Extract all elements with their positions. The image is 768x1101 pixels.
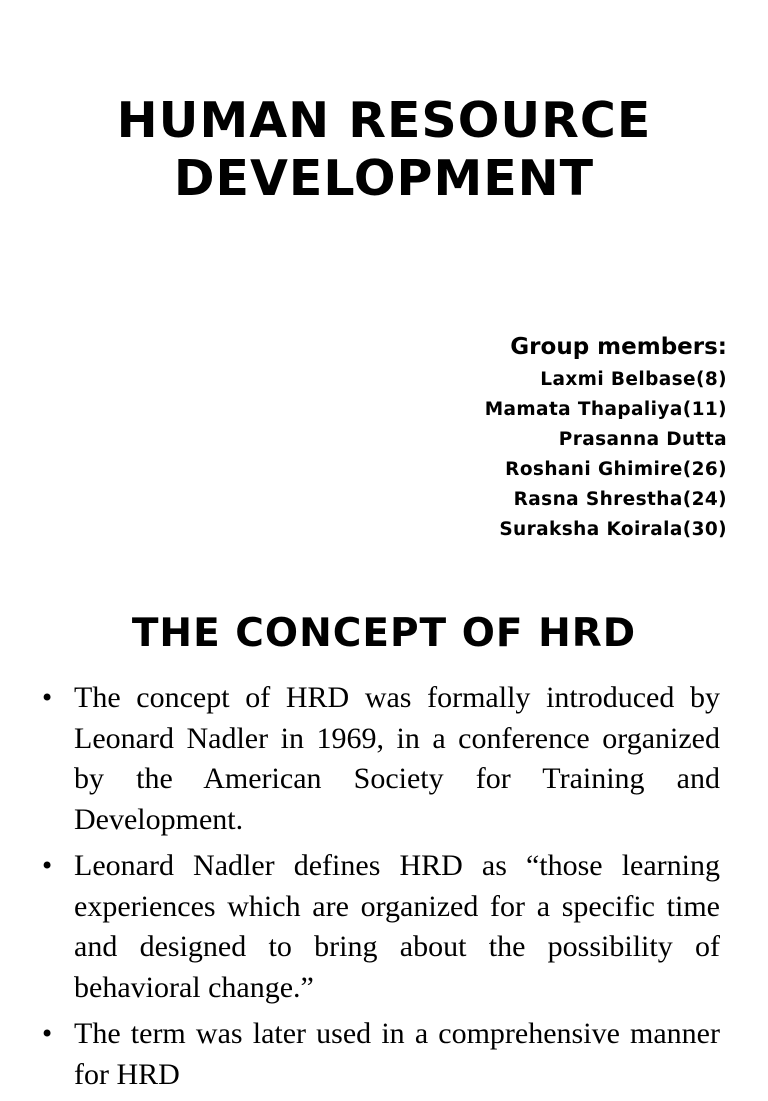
group-members (485, 332, 727, 545)
member-name: Suraksha Koirala(30) (499, 519, 727, 540)
bullet-icon: • (40, 852, 55, 880)
member-name: Prasanna Dutta (558, 429, 727, 450)
member-name: Roshani Ghimire(26) (505, 459, 727, 480)
bullet-list (40, 678, 720, 1101)
bullet-text: The concept of HRD was formally introduced by Leonard Nadler in 1969, in a conference organized by the American Society for Training and Development. (74, 681, 720, 836)
section-heading: THE CONCEPT OF HRD (131, 611, 637, 656)
bullet-icon: • (40, 1020, 55, 1048)
title-line-1: HUMAN RESOURCE (116, 92, 652, 149)
bullet-item (40, 1014, 720, 1095)
bullet-item (40, 846, 720, 1008)
bullet-text: Leonard Nadler defines HRD as “those learning experiences which are organized for a specific time and designed to bring about the possibility of behavioral change.” (74, 849, 720, 1004)
member-name: Laxmi Belbase(8) (540, 369, 727, 390)
bullet-icon: • (40, 684, 55, 712)
bullet-text: The term was later used in a comprehensive manner for HRD (74, 1017, 720, 1091)
page-title (0, 92, 768, 208)
bullet-item (40, 678, 720, 840)
group-members-heading: Group members: (510, 334, 727, 360)
member-name: Mamata Thapaliya(11) (484, 399, 727, 420)
title-line-2: DEVELOPMENT (173, 150, 595, 207)
member-name: Rasna Shrestha(24) (513, 489, 727, 510)
